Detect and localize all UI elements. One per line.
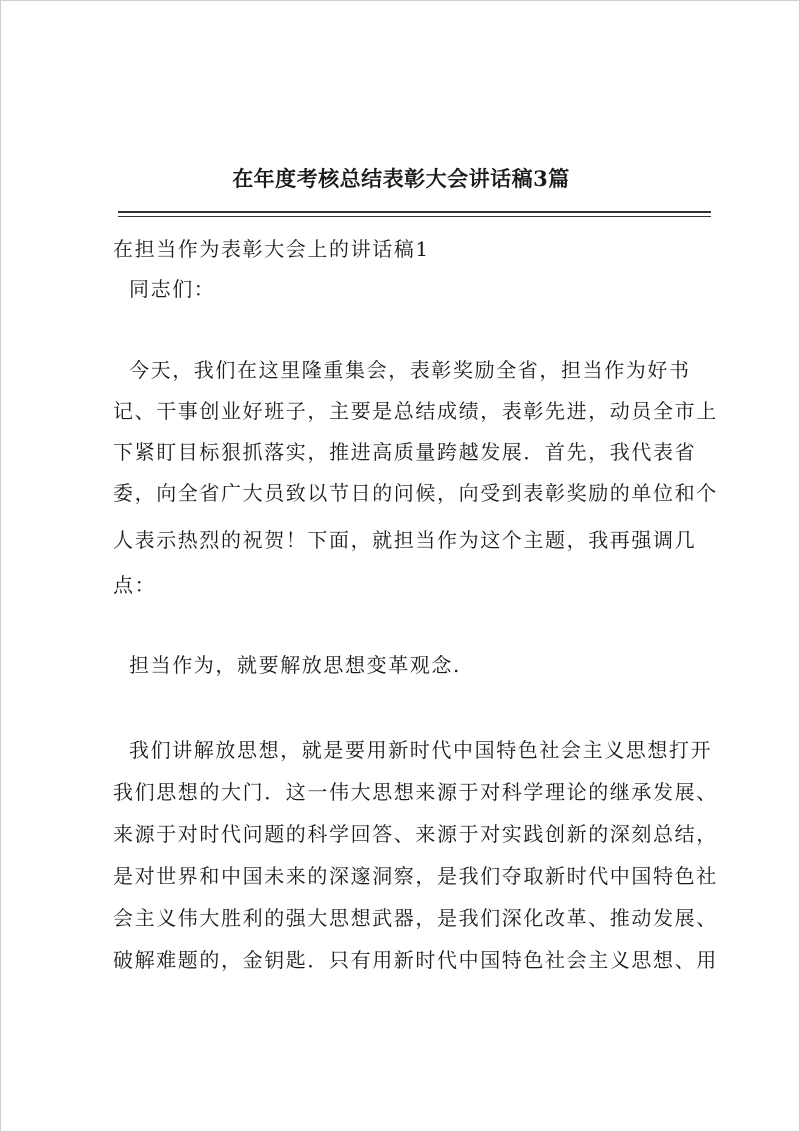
paragraph-3-line: 我们讲解放思想，就是要用新时代中国特色社会主义思想打开: [129, 738, 713, 762]
paragraph-3-line: 会主义伟大胜利的强大思想武器，是我们深化改革、推动发展、: [113, 906, 718, 930]
document-title: 在年度考核总结表彰大会讲话稿3篇: [232, 166, 570, 191]
paragraph-1-line: 人表示热烈的祝贺！下面，就担当作为这个主题，我再强调几: [113, 528, 697, 552]
paragraph-3-line: 来源于对时代问题的科学回答、来源于对实践创新的深刻总结，: [113, 822, 718, 846]
paragraph-3-line: 我们思想的大门．这一伟大思想来源于对科学理论的继承发展、: [113, 780, 718, 804]
paragraph-1-line: 下紧盯目标狠抓落实，推进高质量跨越发展．首先，我代表省: [113, 440, 697, 464]
paragraph-3-line: 破解难题的，金钥匙．只有用新时代中国特色社会主义思想、用: [113, 948, 718, 972]
title-divider: [118, 211, 711, 217]
paragraph-1-line: 委，向全省广大员致以节日的问候，向受到表彰奖励的单位和个: [113, 481, 718, 505]
section-heading: 在担当作为表彰大会上的讲话稿1: [113, 237, 430, 261]
salutation: 同志们：: [129, 277, 216, 301]
paragraph-1-line: 点：: [113, 573, 157, 597]
paragraph-3-line: 是对世界和中国未来的深邃洞察，是我们夺取新时代中国特色社: [113, 864, 718, 888]
paragraph-2-line: 担当作为，就要解放思想变革观念.: [129, 653, 461, 677]
paragraph-1-line: 今天，我们在这里隆重集会，表彰奖励全省，担当作为好书: [129, 358, 691, 382]
paragraph-1-line: 记、干事创业好班子，主要是总结成绩，表彰先进，动员全市上: [113, 399, 718, 423]
